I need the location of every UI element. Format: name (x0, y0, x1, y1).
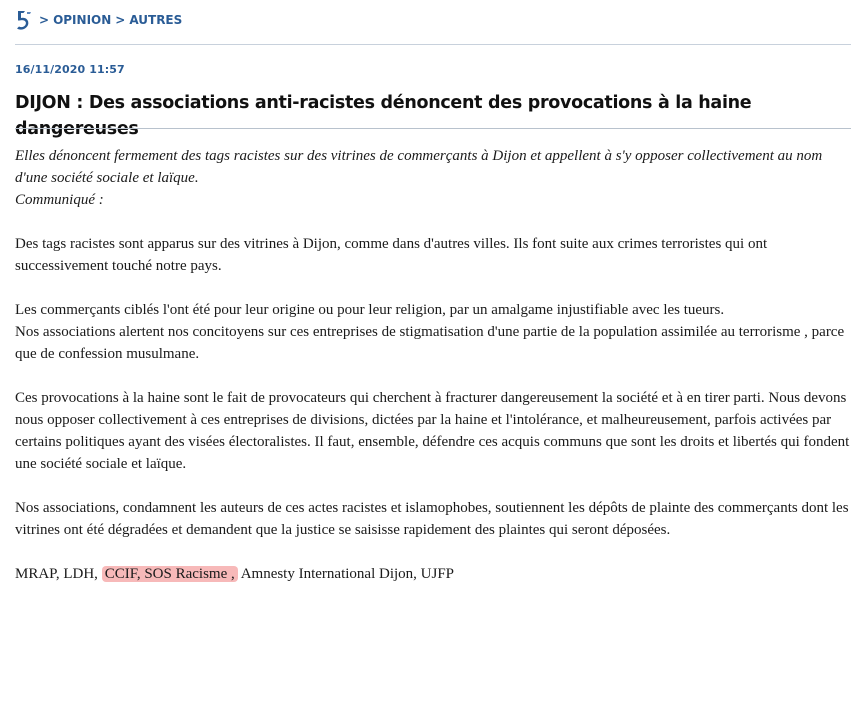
article-title: DIJON : Des associations anti-racistes dénoncent des provocations à la haine dangereuses (15, 93, 752, 139)
breadcrumb-separator: > (39, 13, 50, 27)
breadcrumb-separator: > (115, 13, 126, 27)
signatories-highlighted: CCIF, SOS Racisme , (102, 566, 238, 582)
article-body (15, 145, 853, 585)
article-paragraph: Nos associations alertent nos concitoyens sur ces entreprises de stigmatisation d'une partie de la population assimilée au terrorisme , parce que de confession musulmane. (15, 324, 845, 362)
signatories (15, 563, 853, 585)
header-divider (15, 44, 851, 45)
breadcrumb-item-autres[interactable]: AUTRES (129, 13, 183, 27)
article-paragraph: Les commerçants ciblés l'ont été pour leur origine ou pour leur religion, par un amalgame injustifiable avec les tueurs. (15, 302, 725, 318)
article-kicker: Communiqué : (15, 192, 104, 208)
article-paragraph: Ces provocations à la haine sont le fait de provocateurs qui cherchent à fracturer dangereusement la société et à en tirer parti. Nous devons nous opposer collectivement à ces entreprises de divisions, dictées par la haine et l'intolérance, et malheureusement, parfois activées par certains politiques ayant des visées électoralistes. Il faut, ensemble, défendre ces acquis communs que sont les droits et libertés qui fondent une société sociale et laïque. (15, 390, 850, 472)
signatories-before: MRAP, LDH, (15, 566, 102, 582)
title-divider (15, 128, 851, 129)
article-date: 16/11/2020 11:57 (15, 63, 125, 76)
signatories-after: Amnesty International Dijon, UJFP (237, 566, 455, 582)
breadcrumb-item-opinion[interactable]: OPINION (53, 13, 112, 27)
article-paragraph: Des tags racistes sont apparus sur des vitrines à Dijon, comme dans d'autres villes. Ils font suite aux crimes terroristes qui ont successivement touché notre pays. (15, 236, 768, 274)
article-paragraph: Nos associations, condamnent les auteurs de ces actes racistes et islamophobes, soutiennent les dépôts de plainte des commerçants dont les vitrines ont été dégradées et demandent que la justice se saisisse rapidement des plaintes qui seront déposées. (15, 500, 849, 538)
site-logo-icon[interactable] (15, 9, 33, 31)
breadcrumb (15, 9, 182, 31)
article-lead: Elles dénoncent fermement des tags racistes sur des vitrines de commerçants à Dijon et appellent à s'y opposer collectivement au nom d'une société sociale et laïque. (15, 148, 823, 186)
